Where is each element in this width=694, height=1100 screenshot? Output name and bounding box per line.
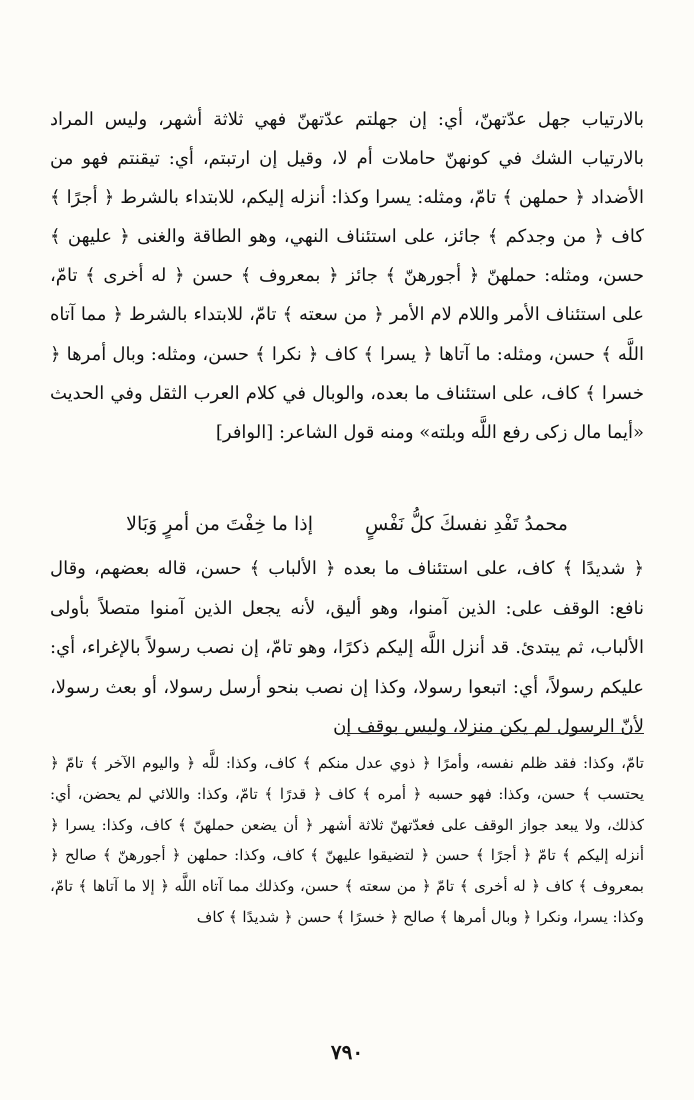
verse-hemistich-1: محمدُ تَفْدِ نفسكَ كلُّ نَفْسٍ <box>365 513 568 535</box>
main-text-block <box>50 100 644 452</box>
footnotes-block <box>50 748 644 933</box>
poetry-verse <box>50 509 644 539</box>
verse-hemistich-2: إذا ما خِفْتَ من أمرٍ وَبَالا <box>126 513 314 535</box>
main-paragraph-2: ﴿ شديدًا ﴾ كاف، على استئناف ما بعده ﴿ الألباب ﴾ حسن، قاله بعضهم، وقال نافع: الوقف على: الذين آمنوا، وهو أليق، لأنه يجعل الذين آمنوا متصلاً بأولى الألباب، ثم يبتدئ. قد أنزل اللَّه إليكم ذكرًا، وهو تامّ، إن نصب رسولاً بالإغراء، أي: عليكم رسولاً، أي: اتبعوا رسولا، وكذا إن نصب بنحو أرسل رسولا، أو بعث رسولا، لأنّ الرسول لم يكن منزلا، وليس بوقف إن <box>50 558 644 738</box>
footnote-text: تامّ، وكذا: فقد ظلم نفسه، وأمرًا ﴿ ذوي عدل منكم ﴾ كاف، وكذا: للَّه ﴿ واليوم الآخر ﴾ تامّ ﴿ يحتسب ﴾ حسن، وكذا: فهو حسبه ﴿ أمره ﴾ كاف ﴿ قدرًا ﴾ تامّ، وكذا: واللائي لم يحضن، أي: كذلك، ولا يبعد جواز الوقف على فعدّتهنّ ثلاثة أشهر ﴿ أن يضعن حملهنّ ﴾ كاف، وكذا: يسرا ﴿ أنزله إليكم ﴾ تامّ ﴿ أجرًا ﴾ حسن ﴿ لتضيقوا عليهنّ ﴾ كاف، وكذا: حملهن ﴿ أجورهنّ ﴾ صالح ﴿ بمعروف ﴾ كاف ﴿ له أخرى ﴾ تامّ ﴿ من سعته ﴾ حسن، وكذلك مما آتاه اللَّه ﴿ إلا ما آتاها ﴾ تامّ، وكذا: يسرا، ونكرا ﴿ وبال أمرها ﴾ صالح ﴿ خسرًا ﴾ حسن ﴿ شديدًا ﴾ كاف <box>50 754 644 926</box>
page-number: ٧٩٠ <box>330 1040 364 1064</box>
footnote-divider <box>344 733 644 734</box>
main-paragraph-1: بالارتياب جهل عدّتهنّ، أي: إن جهلتم عدّتهنّ فهي ثلاثة أشهر، وليس المراد بالارتياب الشك في كونهنّ حاملات أم لا، وقيل إن ارتبتم، أي: تيقنتم فهو من الأضداد ﴿ حملهن ﴾ تامّ، ومثله: يسرا وكذا: أنزله إليكم، للابتداء بالشرط ﴿ أجرًا ﴾ كاف ﴿ من وجدكم ﴾ جائز، على استئناف النهي، وهو الطاقة والغنى ﴿ عليهن ﴾ حسن، ومثله: حملهنّ ﴿ أجورهنّ ﴾ جائز ﴿ بمعروف ﴾ حسن ﴿ له أخرى ﴾ تامّ، على استئناف الأمر واللام لام الأمر ﴿ من سعته ﴾ تامّ، للابتداء بالشرط ﴿ مما آتاه اللَّه ﴾ حسن، ومثله: ما آتاها ﴿ يسرا ﴾ كاف ﴿ نكرا ﴾ حسن، ومثله: وبال أمرها ﴿ خسرا ﴾ كاف، على استئناف ما بعده، والوبال في كلام العرب الثقل وفي الحديث «أيما مال زكى رفع اللَّه وبلته» ومنه قول الشاعر: [الوافر] <box>50 109 644 443</box>
main-text-block-2 <box>50 549 644 747</box>
